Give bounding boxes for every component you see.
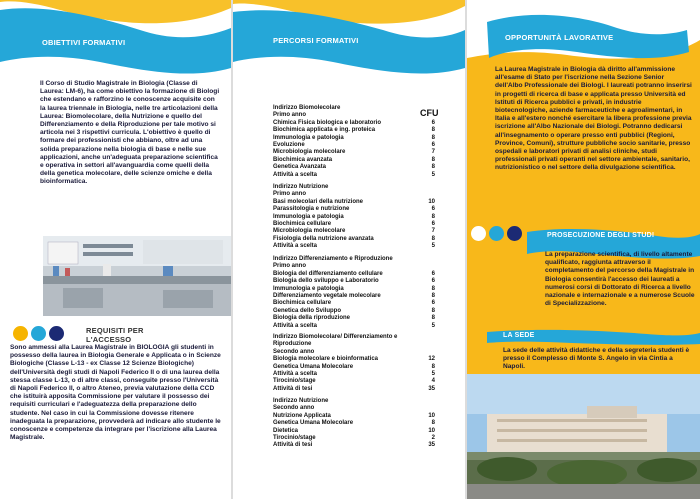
block-year: Secondo anno xyxy=(273,405,315,412)
yellow-dot xyxy=(13,326,28,341)
requisiti-text: Sono ammessi alla Laurea Magistrale in BIOLOGIA gli studenti in possesso della laurea in Biologia Generale e Applicata o in Scienze Biologiche (Classe L-13 - ex Classe 12 Scienze Biologiche) dell'Università degli studi di Napoli Federico II o di una laurea della stessa classe L-13, o di altre classi, conseguite presso l'Università di Napoli Federico II, o altro Ateneo, previa valutazione della CCD che istituirà apposita Commissione per valutare il possesso dei requisiti curriculari e l'adeguatezza della preparazione dello studente. Nel caso in cui la Commissione dovesse ritenere inadeguata la preparazione, provvederà ad indicare allo studente le conoscenze e competenze da integrare per l'iscrizione alla Laurea Magistrale. xyxy=(10,344,221,442)
course-row: Dietetica 10 xyxy=(273,427,435,434)
course-row: Genetica dello Sviluppo 8 xyxy=(273,307,435,314)
decorative-dots xyxy=(471,226,522,241)
course-row: Biochimica applicata e ing. proteica 8 xyxy=(273,127,435,134)
lab-photo xyxy=(43,236,231,316)
course-row: Biologia molecolare e bioinformatica 12 xyxy=(273,356,435,363)
cfu-header: CFU xyxy=(420,108,439,118)
navy-dot xyxy=(49,326,64,341)
course-row: Attività a scelta 5 xyxy=(273,243,435,250)
lab-photo-image xyxy=(43,236,231,316)
course-row: Fisiologia della nutrizione avanzata 8 xyxy=(273,235,435,242)
course-row: Biochimica cellulare 6 xyxy=(273,300,435,307)
obiettivi-text: Il Corso di Studio Magistrale in Biologia (Classe di Laurea: LM-6), ha come obiettivo la formazione di Biologi che estendano e rafforzino le conoscenze acquisite con la laurea triennale in Biologia, nelle tre articolazioni della Laurea: Biomolecolare, della Nutrizione e quello del Differenziamento e della Riproduzione per tale motivo si articola nei 3 rispettivi curricula. L'obiettivo è quello di formare dei professionisti che abbiano, oltre ad una solida preparazione nella biologia di base e nelle sue applicazioni, anche un'adeguata preparazione scientifica e operativa in settori all'avanguardia come quelli della della genetica molecolare, delle scienze omiche e della bioinformatica. xyxy=(40,80,220,186)
blue-dot xyxy=(489,226,504,241)
course-row: Microbiologia molecolare 7 xyxy=(273,228,435,235)
course-row: Genetica Avanzata 8 xyxy=(273,164,435,171)
decorative-dots xyxy=(13,326,64,341)
course-row: Biologia della riproduzione 8 xyxy=(273,315,435,322)
section-title-opportunita: OPPORTUNITÀ LAVORATIVE xyxy=(505,33,614,42)
course-row: Attività a scelta 5 xyxy=(273,371,435,378)
course-row: Biochimica cellulare 6 xyxy=(273,221,435,228)
course-block-differenziamento-1 xyxy=(273,256,435,330)
course-row: Genetica Umana Molecolare 8 xyxy=(273,363,435,370)
course-row: Attività a scelta 5 xyxy=(273,322,435,329)
section-title-obiettivi: OBIETTIVI FORMATIVI xyxy=(42,38,126,47)
course-row: Basi molecolari della nutrizione 10 xyxy=(273,198,435,205)
block-year: Primo anno xyxy=(273,191,307,198)
block-year: Secondo anno xyxy=(273,348,315,355)
block-title: Indirizzo Nutrizione xyxy=(273,398,329,404)
course-row: Biologia del differenziamento cellulare 6 xyxy=(273,270,435,277)
course-block-biomolecolare-2 xyxy=(273,334,435,393)
block-year: Primo anno xyxy=(273,112,307,119)
campus-photo xyxy=(467,374,700,499)
prosecuzione-text: La preparazione scientifica, di livello altamente qualificato, raggiunta attraverso il completamento del percorso della Magistrale in Biologia consentirà l'accesso dei laureati a numerosi corsi di Dottorato di Ricerca a livello nazionale e internazionale e a numerose Scuole di Specializzazione. xyxy=(545,251,695,308)
course-row: Differenziamento vegetale molecolare 8 xyxy=(273,293,435,300)
course-row: Genetica Umana Molecolare 8 xyxy=(273,420,435,427)
block-year: Primo anno xyxy=(273,263,307,270)
white-dot xyxy=(471,226,486,241)
block-title: Indirizzo Biomolecolare/ Differenziamento e Riproduzione xyxy=(273,334,398,348)
section-title-percorsi: PERCORSI FORMATIVI xyxy=(273,36,359,45)
campus-photo-image xyxy=(467,374,700,499)
course-row: Attività a scelta 5 xyxy=(273,171,435,178)
opportunita-text: La Laurea Magistrale in Biologia dà diritto all'ammissione all'esame di Stato per l'iscrizione nella Sezione Senior dell'Albo Professionale dei Biologi. I laureati potranno inserirsi in progetti di ricerca di base e applicata presso Università ed Istituti di Ricerca pubblici e privati, in industrie biotecnologiche, aziende farmaceutiche e agroalimentari, in Italia e all'estero nonché esercitare la libera professione previa iscrizione all'Albo Nazionale dei Biologi. Potranno dedicarsi all'insegnamento o operare presso enti pubblici (Regioni, Province, Comuni), strutture pubbliche socio sanitarie, presso ospedali e laboratori privati di analisi cliniche, studi professionali privati operanti nel settore ambientale, sanitario, nutrizionistico o nel settore della divulgazione scientifica. xyxy=(495,66,692,172)
course-block-nutrizione-1 xyxy=(273,184,435,251)
course-row: Biologia dello sviluppo e Laboratorio 6 xyxy=(273,278,435,285)
course-block-nutrizione-2 xyxy=(273,398,435,450)
course-row: Immunologia e patologia 8 xyxy=(273,134,435,141)
course-row: Tirocinio/stage 2 xyxy=(273,435,435,442)
navy-dot xyxy=(507,226,522,241)
panel-percorsi xyxy=(233,0,465,499)
block-title: Indirizzo Biomolecolare xyxy=(273,105,341,111)
course-block-biomolecolare-1 xyxy=(273,105,435,179)
blue-dot xyxy=(31,326,46,341)
sede-text: La sede delle attività didattiche e della segreteria studenti è presso il Complesso di Monte S. Angelo in via Cintia a Napoli. xyxy=(503,347,690,371)
course-row: Biochimica avanzata 8 xyxy=(273,156,435,163)
section-title-prosecuzione: PROSECUZIONE DEGLI STUDI xyxy=(547,232,655,239)
panel-opportunita xyxy=(467,0,700,499)
course-row: Parassitologia e nutrizione 6 xyxy=(273,206,435,213)
course-row: Attività di tesi 35 xyxy=(273,442,435,449)
block-title: Indirizzo Differenziamento e Riproduzione xyxy=(273,256,393,262)
section-title-requisiti: REQUISITI PER L'ACCESSO xyxy=(86,326,144,344)
course-row: Chimica Fisica biologica e laboratorio 6 xyxy=(273,119,435,126)
course-row: Tirocinio/stage 4 xyxy=(273,378,435,385)
course-row: Evoluzione 6 xyxy=(273,142,435,149)
section-title-sede: LA SEDE xyxy=(503,332,535,339)
course-row: Microbiologia molecolare 7 xyxy=(273,149,435,156)
course-row: Immunologia e patologia 8 xyxy=(273,213,435,220)
course-row: Immunologia e patologia 8 xyxy=(273,285,435,292)
block-title: Indirizzo Nutrizione xyxy=(273,184,329,190)
panel-obiettivi xyxy=(0,0,231,499)
course-row: Nutrizione Applicata 10 xyxy=(273,412,435,419)
course-row: Attività di tesi 35 xyxy=(273,385,435,392)
